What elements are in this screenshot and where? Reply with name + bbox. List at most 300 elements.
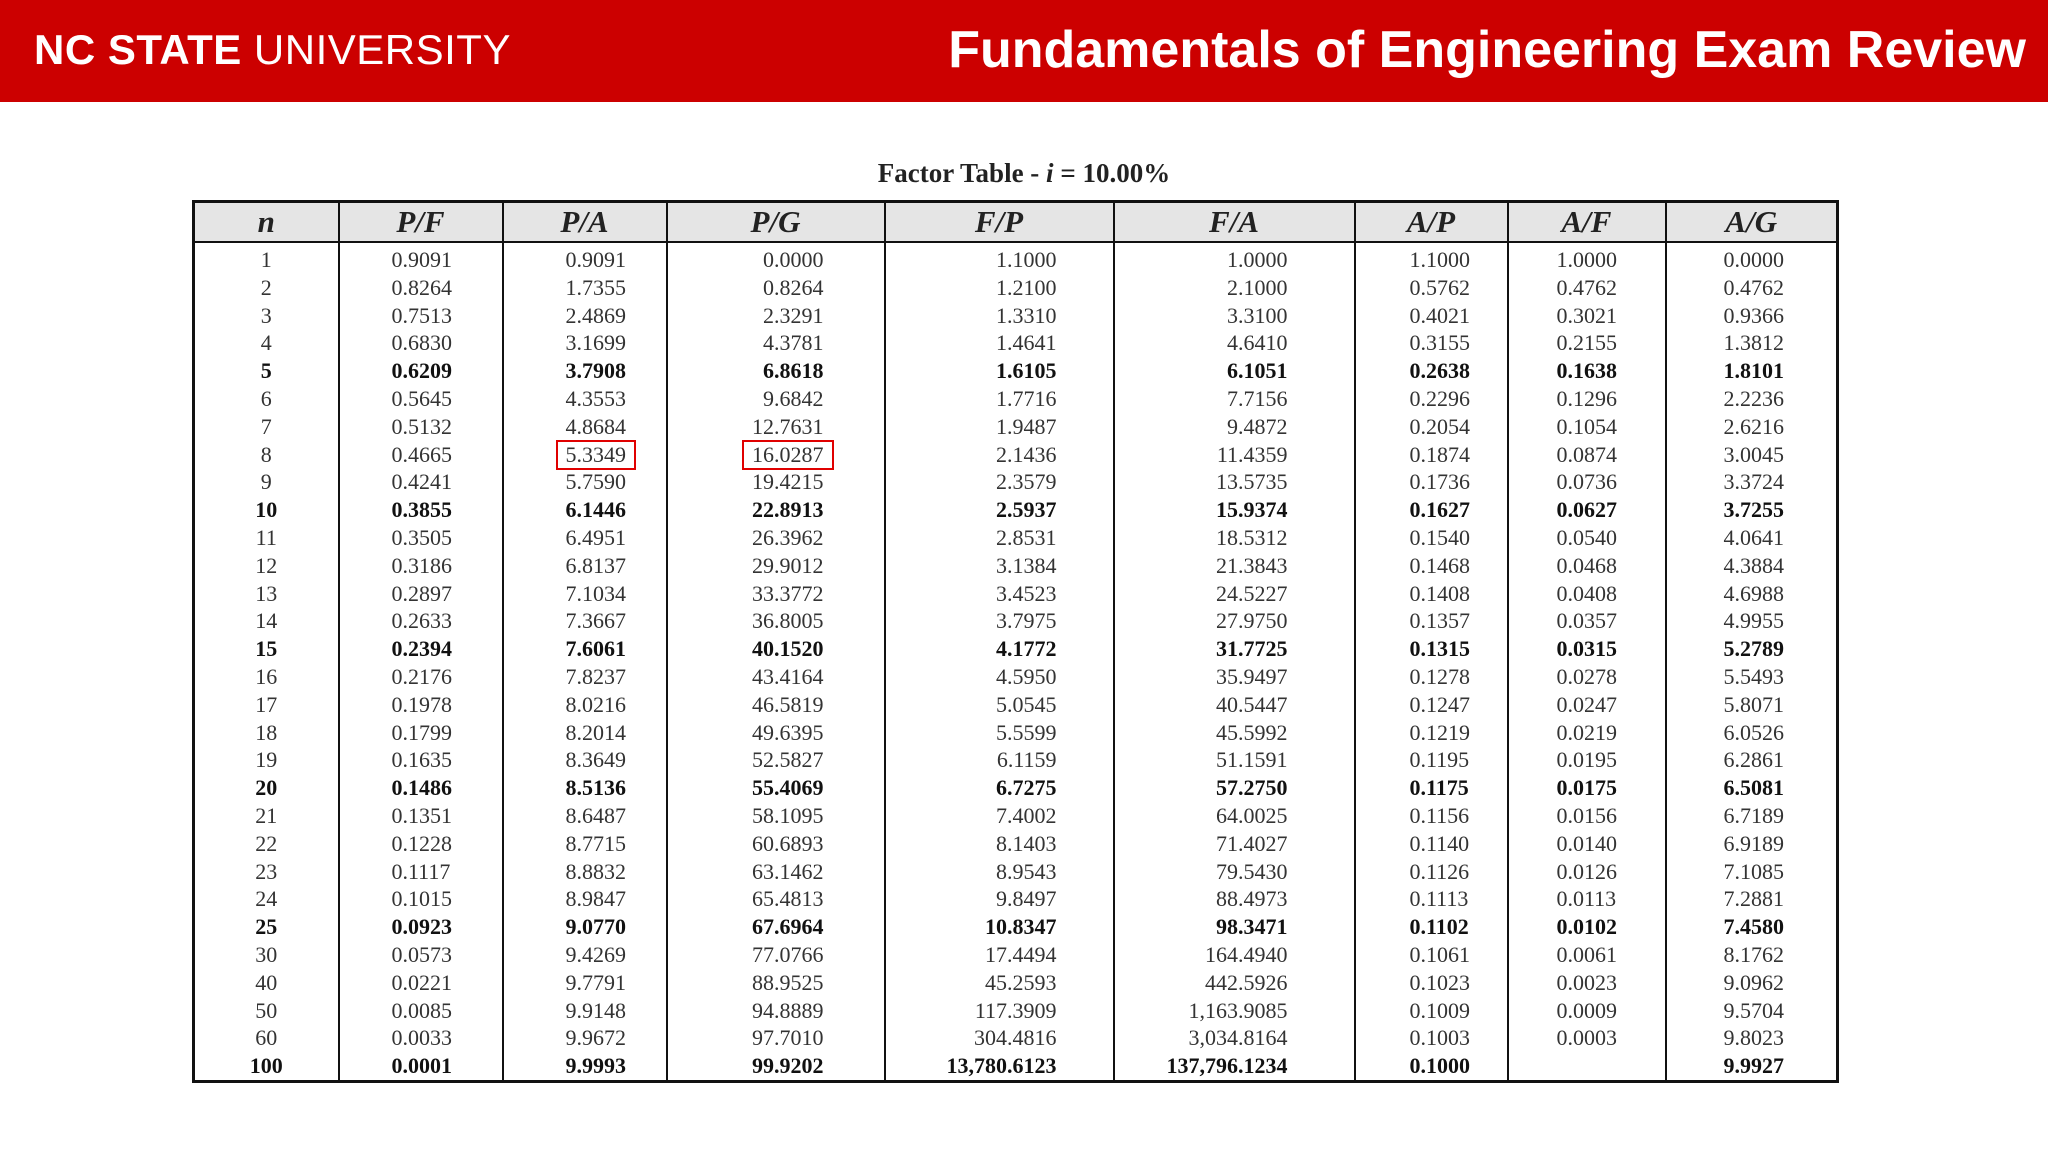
cell-f-a: 27.9750 <box>1114 607 1355 635</box>
cell-a-f: 0.0009 <box>1508 997 1666 1025</box>
header-banner <box>0 0 2048 102</box>
cell-p-f: 0.1117 <box>339 858 503 886</box>
cell-n: 17 <box>194 691 339 719</box>
cell-p-a: 9.0770 <box>503 913 667 941</box>
cell-f-a: 79.5430 <box>1114 858 1355 886</box>
caption-suffix: = 10.00% <box>1053 158 1171 188</box>
cell-a-g: 9.8023 <box>1666 1024 1838 1052</box>
header-a-p: A/P <box>1355 202 1508 243</box>
cell-a-p: 0.1468 <box>1355 552 1508 580</box>
table-row <box>194 941 1838 969</box>
cell-a-g: 7.4580 <box>1666 913 1838 941</box>
cell-p-f: 0.0085 <box>339 997 503 1025</box>
cell-f-p: 2.1436 <box>885 441 1114 469</box>
cell-p-g: 49.6395 <box>667 719 885 747</box>
cell-p-f: 0.3186 <box>339 552 503 580</box>
cell-n: 19 <box>194 746 339 774</box>
cell-p-a: 9.7791 <box>503 969 667 997</box>
cell-p-g: 19.4215 <box>667 468 885 496</box>
cell-p-a: 3.7908 <box>503 357 667 385</box>
cell-p-g: 12.7631 <box>667 413 885 441</box>
cell-n: 7 <box>194 413 339 441</box>
cell-f-p: 4.5950 <box>885 663 1114 691</box>
table-row <box>194 524 1838 552</box>
cell-a-g: 6.0526 <box>1666 719 1838 747</box>
cell-p-g: 94.8889 <box>667 997 885 1025</box>
cell-p-a: 8.3649 <box>503 746 667 774</box>
cell-a-g: 9.0962 <box>1666 969 1838 997</box>
cell-a-f: 0.0540 <box>1508 524 1666 552</box>
ncstate-logo <box>34 26 511 74</box>
cell-p-g: 63.1462 <box>667 858 885 886</box>
cell-a-f: 0.0195 <box>1508 746 1666 774</box>
cell-a-f: 0.4762 <box>1508 274 1666 302</box>
cell-p-g: 36.8005 <box>667 607 885 635</box>
cell-p-a: 7.1034 <box>503 580 667 608</box>
cell-p-f: 0.5645 <box>339 385 503 413</box>
cell-p-g: 0.0000 <box>667 242 885 274</box>
cell-f-p: 3.7975 <box>885 607 1114 635</box>
cell-p-f: 0.0221 <box>339 969 503 997</box>
table-caption <box>0 158 2048 189</box>
cell-f-p: 2.5937 <box>885 496 1114 524</box>
cell-a-p: 0.1195 <box>1355 746 1508 774</box>
table-row <box>194 913 1838 941</box>
cell-a-g: 5.5493 <box>1666 663 1838 691</box>
cell-p-f: 0.1799 <box>339 719 503 747</box>
cell-n: 16 <box>194 663 339 691</box>
cell-p-g: 88.9525 <box>667 969 885 997</box>
cell-f-p: 9.8497 <box>885 885 1114 913</box>
cell-p-a: 4.3553 <box>503 385 667 413</box>
cell-p-g: 40.1520 <box>667 635 885 663</box>
cell-n: 6 <box>194 385 339 413</box>
cell-p-a: 0.9091 <box>503 242 667 274</box>
cell-f-p: 3.4523 <box>885 580 1114 608</box>
cell-a-f: 0.0156 <box>1508 802 1666 830</box>
cell-f-p: 1.2100 <box>885 274 1114 302</box>
cell-a-f: 0.0126 <box>1508 858 1666 886</box>
cell-a-p: 0.1315 <box>1355 635 1508 663</box>
table-row <box>194 635 1838 663</box>
cell-f-a: 442.5926 <box>1114 969 1355 997</box>
cell-f-p: 5.0545 <box>885 691 1114 719</box>
cell-a-p: 0.1000 <box>1355 1052 1508 1081</box>
header-p-a: P/A <box>503 202 667 243</box>
cell-p-f: 0.8264 <box>339 274 503 302</box>
cell-f-p: 1.6105 <box>885 357 1114 385</box>
cell-a-p: 1.1000 <box>1355 242 1508 274</box>
table-row <box>194 242 1838 274</box>
cell-f-a: 15.9374 <box>1114 496 1355 524</box>
table-row <box>194 802 1838 830</box>
cell-f-p: 10.8347 <box>885 913 1114 941</box>
cell-n: 9 <box>194 468 339 496</box>
cell-p-g: 0.8264 <box>667 274 885 302</box>
header-a-f: A/F <box>1508 202 1666 243</box>
header-p-f: P/F <box>339 202 503 243</box>
cell-a-p: 0.2054 <box>1355 413 1508 441</box>
table-row <box>194 746 1838 774</box>
cell-a-f: 1.0000 <box>1508 242 1666 274</box>
cell-f-a: 88.4973 <box>1114 885 1355 913</box>
cell-a-p: 0.2296 <box>1355 385 1508 413</box>
cell-p-a: 8.0216 <box>503 691 667 719</box>
table-row <box>194 691 1838 719</box>
cell-a-p: 0.1113 <box>1355 885 1508 913</box>
cell-p-f: 0.6209 <box>339 357 503 385</box>
cell-p-f: 0.1228 <box>339 830 503 858</box>
table-row <box>194 468 1838 496</box>
cell-f-a: 6.1051 <box>1114 357 1355 385</box>
cell-a-p: 0.2638 <box>1355 357 1508 385</box>
cell-a-f: 0.0175 <box>1508 774 1666 802</box>
cell-a-f: 0.0874 <box>1508 441 1666 469</box>
cell-p-a: 8.6487 <box>503 802 667 830</box>
caption-prefix: Factor Table - <box>877 158 1047 188</box>
cell-p-f: 0.0573 <box>339 941 503 969</box>
cell-p-a: 3.1699 <box>503 329 667 357</box>
cell-p-g: 52.5827 <box>667 746 885 774</box>
cell-f-p: 1.4641 <box>885 329 1114 357</box>
cell-n: 12 <box>194 552 339 580</box>
cell-a-f: 0.0102 <box>1508 913 1666 941</box>
cell-n: 11 <box>194 524 339 552</box>
cell-p-f: 0.4241 <box>339 468 503 496</box>
cell-f-a: 51.1591 <box>1114 746 1355 774</box>
cell-n: 20 <box>194 774 339 802</box>
cell-a-p: 0.1061 <box>1355 941 1508 969</box>
cell-f-p: 7.4002 <box>885 802 1114 830</box>
cell-n: 24 <box>194 885 339 913</box>
cell-f-p: 1.7716 <box>885 385 1114 413</box>
cell-f-a: 3.3100 <box>1114 302 1355 330</box>
cell-a-p: 0.1247 <box>1355 691 1508 719</box>
table-header-row <box>194 202 1838 243</box>
cell-p-a: 9.9993 <box>503 1052 667 1081</box>
cell-f-p: 6.1159 <box>885 746 1114 774</box>
cell-p-f: 0.3855 <box>339 496 503 524</box>
cell-f-a: 24.5227 <box>1114 580 1355 608</box>
table-body <box>194 242 1838 1081</box>
cell-p-a: 5.7590 <box>503 468 667 496</box>
cell-a-p: 0.1140 <box>1355 830 1508 858</box>
cell-a-p: 0.4021 <box>1355 302 1508 330</box>
cell-a-p: 0.3155 <box>1355 329 1508 357</box>
cell-f-p: 1.1000 <box>885 242 1114 274</box>
cell-a-p: 0.1126 <box>1355 858 1508 886</box>
cell-a-g: 4.3884 <box>1666 552 1838 580</box>
cell-a-g: 3.7255 <box>1666 496 1838 524</box>
cell-f-a: 35.9497 <box>1114 663 1355 691</box>
cell-p-a <box>503 441 667 469</box>
cell-a-g: 9.9927 <box>1666 1052 1838 1081</box>
cell-a-f: 0.3021 <box>1508 302 1666 330</box>
cell-n: 21 <box>194 802 339 830</box>
cell-f-p: 1.3310 <box>885 302 1114 330</box>
cell-a-f: 0.0468 <box>1508 552 1666 580</box>
table-row <box>194 496 1838 524</box>
cell-n: 100 <box>194 1052 339 1081</box>
cell-f-p: 13,780.6123 <box>885 1052 1114 1081</box>
cell-f-p: 17.4494 <box>885 941 1114 969</box>
cell-f-p: 45.2593 <box>885 969 1114 997</box>
cell-f-a: 64.0025 <box>1114 802 1355 830</box>
table-row <box>194 329 1838 357</box>
cell-p-f: 0.0001 <box>339 1052 503 1081</box>
cell-a-g: 6.7189 <box>1666 802 1838 830</box>
cell-f-a: 11.4359 <box>1114 441 1355 469</box>
cell-p-a: 7.6061 <box>503 635 667 663</box>
cell-a-g: 2.6216 <box>1666 413 1838 441</box>
cell-n: 3 <box>194 302 339 330</box>
cell-f-a: 7.7156 <box>1114 385 1355 413</box>
cell-a-g: 4.9955 <box>1666 607 1838 635</box>
cell-f-a: 137,796.1234 <box>1114 1052 1355 1081</box>
cell-p-f: 0.1635 <box>339 746 503 774</box>
cell-p-f: 0.0923 <box>339 913 503 941</box>
cell-f-p: 1.9487 <box>885 413 1114 441</box>
cell-p-a: 6.8137 <box>503 552 667 580</box>
cell-a-g: 6.2861 <box>1666 746 1838 774</box>
header-n: n <box>194 202 339 243</box>
table-row <box>194 774 1838 802</box>
cell-f-a: 71.4027 <box>1114 830 1355 858</box>
cell-f-p: 304.4816 <box>885 1024 1114 1052</box>
table-row <box>194 274 1838 302</box>
cell-f-p: 5.5599 <box>885 719 1114 747</box>
cell-f-a: 31.7725 <box>1114 635 1355 663</box>
table-row <box>194 413 1838 441</box>
cell-p-g <box>667 441 885 469</box>
cell-p-f: 0.9091 <box>339 242 503 274</box>
cell-p-a: 6.4951 <box>503 524 667 552</box>
cell-a-p: 0.1278 <box>1355 663 1508 691</box>
cell-a-p: 0.1874 <box>1355 441 1508 469</box>
cell-n: 13 <box>194 580 339 608</box>
cell-a-g: 0.9366 <box>1666 302 1838 330</box>
cell-n: 18 <box>194 719 339 747</box>
cell-n: 23 <box>194 858 339 886</box>
logo-bold-text: NC STATE <box>34 26 242 73</box>
caption-variable: i <box>1046 158 1054 188</box>
cell-p-f: 0.1015 <box>339 885 503 913</box>
cell-n: 25 <box>194 913 339 941</box>
cell-f-a: 3,034.8164 <box>1114 1024 1355 1052</box>
cell-a-p: 0.1003 <box>1355 1024 1508 1052</box>
cell-a-f: 0.0357 <box>1508 607 1666 635</box>
cell-f-a: 18.5312 <box>1114 524 1355 552</box>
cell-f-a: 13.5735 <box>1114 468 1355 496</box>
highlighted-value: 5.3349 <box>556 440 637 470</box>
cell-a-p: 0.1627 <box>1355 496 1508 524</box>
cell-n: 50 <box>194 997 339 1025</box>
cell-f-p: 8.9543 <box>885 858 1114 886</box>
cell-p-a: 8.7715 <box>503 830 667 858</box>
cell-f-a: 1.0000 <box>1114 242 1355 274</box>
table-row <box>194 663 1838 691</box>
cell-p-g: 29.9012 <box>667 552 885 580</box>
cell-f-a: 98.3471 <box>1114 913 1355 941</box>
table-row <box>194 552 1838 580</box>
table-row <box>194 580 1838 608</box>
cell-p-f: 0.1486 <box>339 774 503 802</box>
cell-p-g: 65.4813 <box>667 885 885 913</box>
cell-n: 60 <box>194 1024 339 1052</box>
cell-a-f: 0.0736 <box>1508 468 1666 496</box>
cell-p-g: 97.7010 <box>667 1024 885 1052</box>
cell-a-g: 0.4762 <box>1666 274 1838 302</box>
cell-p-a: 7.3667 <box>503 607 667 635</box>
cell-p-g: 33.3772 <box>667 580 885 608</box>
cell-a-f: 0.0315 <box>1508 635 1666 663</box>
slide-title: Fundamentals of Engineering Exam Review <box>948 21 2026 79</box>
cell-n: 30 <box>194 941 339 969</box>
cell-n: 14 <box>194 607 339 635</box>
cell-p-a: 1.7355 <box>503 274 667 302</box>
cell-f-p: 8.1403 <box>885 830 1114 858</box>
cell-f-a: 21.3843 <box>1114 552 1355 580</box>
cell-a-g: 6.9189 <box>1666 830 1838 858</box>
factor-table <box>192 200 1839 1083</box>
cell-a-p: 0.1408 <box>1355 580 1508 608</box>
cell-a-f: 0.1054 <box>1508 413 1666 441</box>
cell-a-p: 0.1540 <box>1355 524 1508 552</box>
cell-p-g: 58.1095 <box>667 802 885 830</box>
cell-a-g: 5.8071 <box>1666 691 1838 719</box>
cell-n: 2 <box>194 274 339 302</box>
cell-f-p: 117.3909 <box>885 997 1114 1025</box>
cell-f-a: 9.4872 <box>1114 413 1355 441</box>
cell-a-g: 8.1762 <box>1666 941 1838 969</box>
table-row <box>194 441 1838 469</box>
cell-a-g: 1.8101 <box>1666 357 1838 385</box>
cell-p-a: 6.1446 <box>503 496 667 524</box>
cell-a-g: 3.0045 <box>1666 441 1838 469</box>
cell-f-p: 2.8531 <box>885 524 1114 552</box>
cell-p-f: 0.2394 <box>339 635 503 663</box>
cell-f-a: 57.2750 <box>1114 774 1355 802</box>
table-row <box>194 1052 1838 1081</box>
cell-a-g: 3.3724 <box>1666 468 1838 496</box>
header-f-a: F/A <box>1114 202 1355 243</box>
cell-p-a: 8.2014 <box>503 719 667 747</box>
cell-p-f: 0.2176 <box>339 663 503 691</box>
cell-a-f: 0.0278 <box>1508 663 1666 691</box>
cell-a-f: 0.0408 <box>1508 580 1666 608</box>
cell-a-f: 0.1296 <box>1508 385 1666 413</box>
cell-f-a: 164.4940 <box>1114 941 1355 969</box>
cell-a-p: 0.5762 <box>1355 274 1508 302</box>
header-p-g: P/G <box>667 202 885 243</box>
cell-a-g: 7.2881 <box>1666 885 1838 913</box>
cell-p-f: 0.2897 <box>339 580 503 608</box>
cell-a-g: 7.1085 <box>1666 858 1838 886</box>
cell-f-a: 4.6410 <box>1114 329 1355 357</box>
cell-a-f <box>1508 1052 1666 1081</box>
cell-p-f: 0.0033 <box>339 1024 503 1052</box>
cell-a-g: 4.0641 <box>1666 524 1838 552</box>
cell-a-g: 9.5704 <box>1666 997 1838 1025</box>
cell-a-p: 0.1023 <box>1355 969 1508 997</box>
cell-p-g: 77.0766 <box>667 941 885 969</box>
cell-p-f: 0.3505 <box>339 524 503 552</box>
cell-p-g: 99.9202 <box>667 1052 885 1081</box>
cell-a-f: 0.0627 <box>1508 496 1666 524</box>
cell-f-a: 40.5447 <box>1114 691 1355 719</box>
cell-p-a: 9.4269 <box>503 941 667 969</box>
logo-rest-text: UNIVERSITY <box>241 26 511 73</box>
cell-f-a: 1,163.9085 <box>1114 997 1355 1025</box>
cell-f-a: 45.5992 <box>1114 719 1355 747</box>
cell-a-g: 2.2236 <box>1666 385 1838 413</box>
cell-p-f: 0.4665 <box>339 441 503 469</box>
cell-p-f: 0.1351 <box>339 802 503 830</box>
cell-n: 8 <box>194 441 339 469</box>
cell-f-a: 2.1000 <box>1114 274 1355 302</box>
cell-p-f: 0.6830 <box>339 329 503 357</box>
cell-a-g: 0.0000 <box>1666 242 1838 274</box>
cell-p-a: 7.8237 <box>503 663 667 691</box>
cell-p-g: 67.6964 <box>667 913 885 941</box>
cell-a-p: 0.1357 <box>1355 607 1508 635</box>
cell-n: 4 <box>194 329 339 357</box>
cell-a-f: 0.0023 <box>1508 969 1666 997</box>
cell-p-g: 22.8913 <box>667 496 885 524</box>
table-row <box>194 885 1838 913</box>
cell-n: 22 <box>194 830 339 858</box>
cell-p-g: 6.8618 <box>667 357 885 385</box>
table-row <box>194 1024 1838 1052</box>
cell-f-p: 3.1384 <box>885 552 1114 580</box>
cell-p-a: 2.4869 <box>503 302 667 330</box>
cell-a-p: 0.1102 <box>1355 913 1508 941</box>
cell-a-p: 0.1009 <box>1355 997 1508 1025</box>
table-row <box>194 302 1838 330</box>
cell-a-p: 0.1175 <box>1355 774 1508 802</box>
header-f-p: F/P <box>885 202 1114 243</box>
cell-p-f: 0.2633 <box>339 607 503 635</box>
table-row <box>194 969 1838 997</box>
cell-a-p: 0.1219 <box>1355 719 1508 747</box>
cell-p-a: 8.9847 <box>503 885 667 913</box>
table-row <box>194 385 1838 413</box>
cell-p-a: 8.8832 <box>503 858 667 886</box>
table-row <box>194 607 1838 635</box>
cell-p-g: 55.4069 <box>667 774 885 802</box>
cell-n: 15 <box>194 635 339 663</box>
cell-p-a: 8.5136 <box>503 774 667 802</box>
cell-f-p: 2.3579 <box>885 468 1114 496</box>
cell-n: 1 <box>194 242 339 274</box>
highlighted-value: 16.0287 <box>742 440 834 470</box>
cell-a-g: 4.6988 <box>1666 580 1838 608</box>
cell-a-f: 0.0003 <box>1508 1024 1666 1052</box>
table-row <box>194 858 1838 886</box>
cell-p-f: 0.5132 <box>339 413 503 441</box>
table-row <box>194 719 1838 747</box>
cell-p-g: 9.6842 <box>667 385 885 413</box>
table-row <box>194 830 1838 858</box>
table-row <box>194 997 1838 1025</box>
cell-f-p: 6.7275 <box>885 774 1114 802</box>
cell-p-g: 2.3291 <box>667 302 885 330</box>
cell-p-a: 9.9672 <box>503 1024 667 1052</box>
cell-a-g: 5.2789 <box>1666 635 1838 663</box>
cell-p-g: 46.5819 <box>667 691 885 719</box>
cell-p-a: 4.8684 <box>503 413 667 441</box>
cell-a-f: 0.0113 <box>1508 885 1666 913</box>
